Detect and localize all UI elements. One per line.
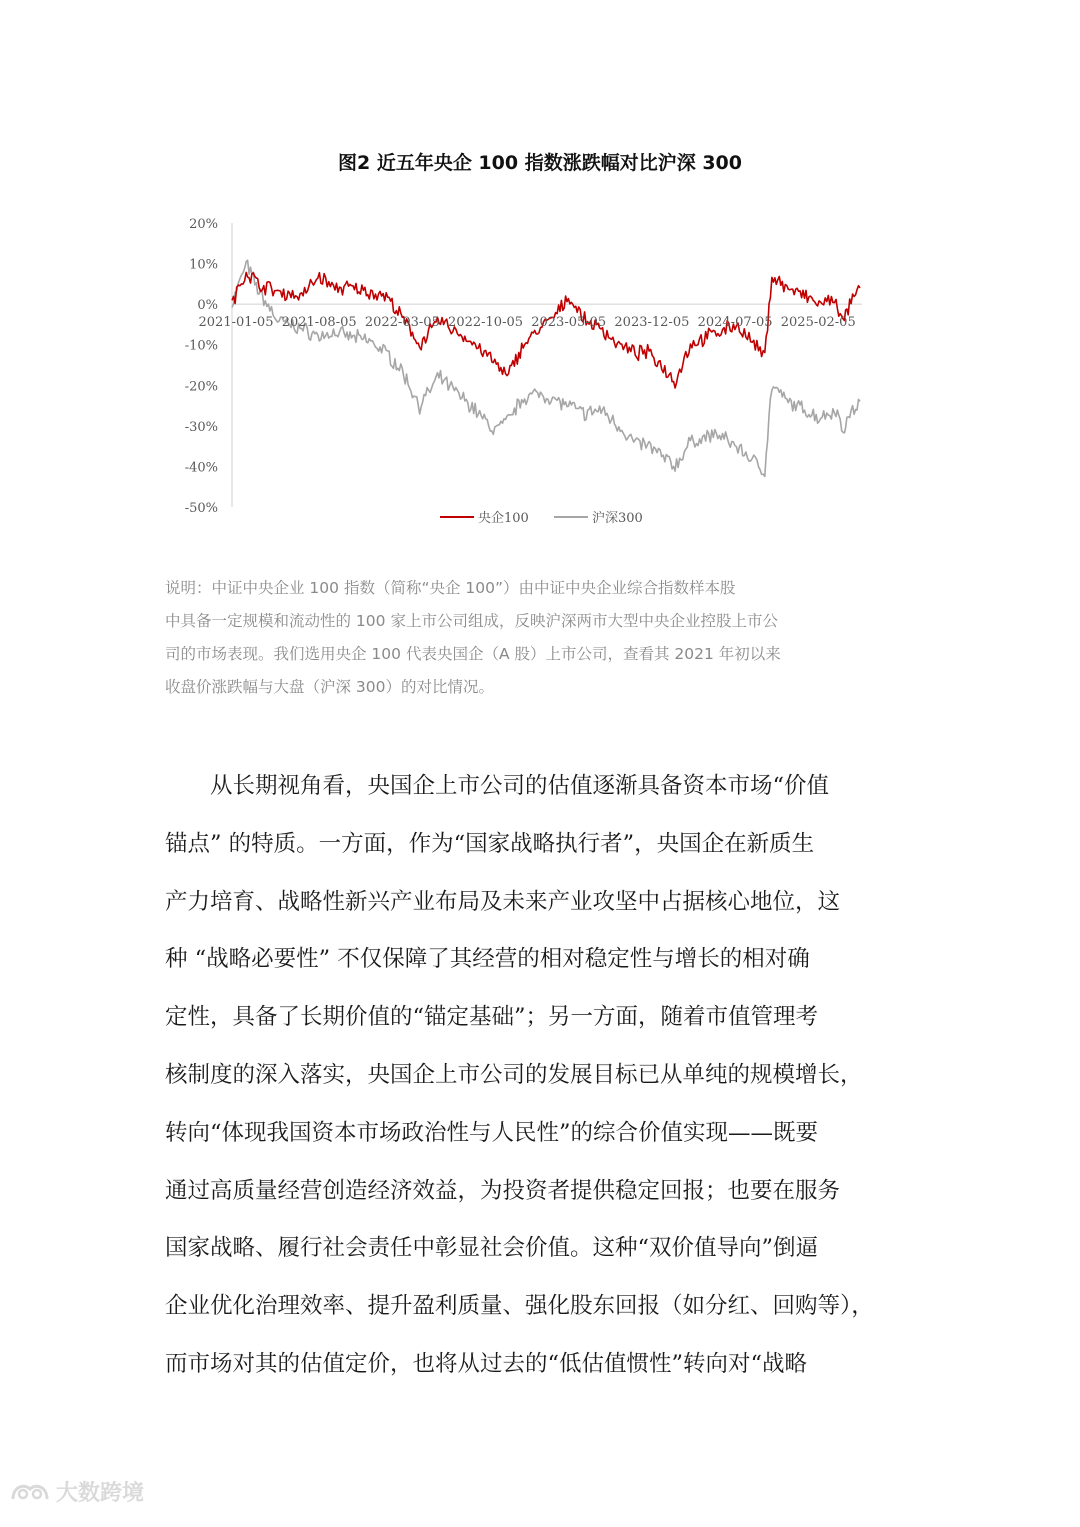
series-line-yangqi100 — [232, 272, 860, 388]
body-line: 转向“体现我国资本市场政治性与人民性”的综合价值实现——既要 — [165, 1119, 819, 1146]
y-tick-label: -30% — [184, 419, 218, 435]
caption-line: 说明：中证中央企业 100 指数（简称“央企 100”）由中证中央企业综合指数样本股 — [165, 579, 736, 597]
x-tick-label: 2023-05-05 — [531, 315, 607, 331]
caption-line: 司的市场表现。我们选用央企 100 代表央国企（A 股）上市公司，查看其 2021 年初以来 — [165, 645, 781, 663]
caption-line: 中具备一定规模和流动性的 100 家上市公司组成，反映沪深两市大型中央企业控股上市公 — [165, 612, 778, 630]
x-tick-label: 2022-03-05 — [364, 315, 440, 331]
y-tick-label: -50% — [184, 501, 218, 516]
x-tick-label: 2024-07-05 — [697, 315, 773, 331]
y-tick-label: 20% — [189, 217, 218, 232]
watermark-text: 大数跨境 — [56, 1481, 145, 1506]
caption-line: 收盘价涨跌幅与大盘（沪深 300）的对比情况。 — [165, 678, 495, 696]
line-chart — [170, 205, 870, 535]
y-tick-label: -40% — [184, 460, 218, 476]
x-tick-label: 2022-10-05 — [448, 315, 524, 331]
body-line: 从长期视角看，央国企上市公司的估值逐渐具备资本市场“价值 — [165, 773, 830, 799]
y-tick-label: -20% — [184, 379, 218, 395]
x-tick-label: 2021-01-05 — [198, 315, 274, 331]
body-line: 定性，具备了长期价值的“锚定基础”；另一方面，随着市值管理考 — [165, 1004, 819, 1031]
figure-caption — [165, 572, 925, 704]
x-tick-label: 2023-12-05 — [614, 315, 690, 331]
x-tick-label: 2025-02-05 — [780, 315, 856, 331]
body-line: 核制度的深入落实，央国企上市公司的发展目标已从单纯的规模增长， — [165, 1061, 863, 1088]
body-line: 而市场对其的估值定价，也将从过去的“低估值惯性”转向对“战略 — [165, 1350, 808, 1377]
watermark-logo-icon — [10, 1479, 50, 1505]
y-tick-label: -10% — [184, 338, 218, 354]
legend-label: 沪深300 — [592, 511, 643, 526]
body-line: 锚点” 的特质。一方面，作为“国家战略执行者”，央国企在新质生 — [165, 830, 815, 857]
y-tick-label: 0% — [197, 298, 218, 314]
y-tick-label: 10% — [189, 257, 218, 273]
body-line: 企业优化治理效率、提升盈利质量、强化股东回报（如分红、回购等）， — [165, 1293, 874, 1320]
legend-label: 央企100 — [478, 511, 529, 526]
body-line: 国家战略、履行社会责任中彰显社会价值。这种“双价值导向”倒逼 — [165, 1235, 819, 1262]
body-paragraph — [165, 758, 925, 1394]
body-line: 种 “战略必要性” 不仅保障了其经营的相对稳定性与增长的相对确 — [165, 946, 810, 973]
watermark — [10, 1476, 144, 1507]
series-line-hs300 — [232, 260, 860, 476]
body-line: 通过高质量经营创造经济效益，为投资者提供稳定回报；也要在服务 — [165, 1177, 841, 1204]
x-tick-label: 2021-08-05 — [281, 315, 357, 331]
figure-title: 图2 近五年央企 100 指数涨跌幅对比沪深 300 — [337, 152, 742, 174]
body-line: 产力培育、战略性新兴产业布局及未来产业攻坚中占据核心地位，这 — [165, 888, 841, 915]
